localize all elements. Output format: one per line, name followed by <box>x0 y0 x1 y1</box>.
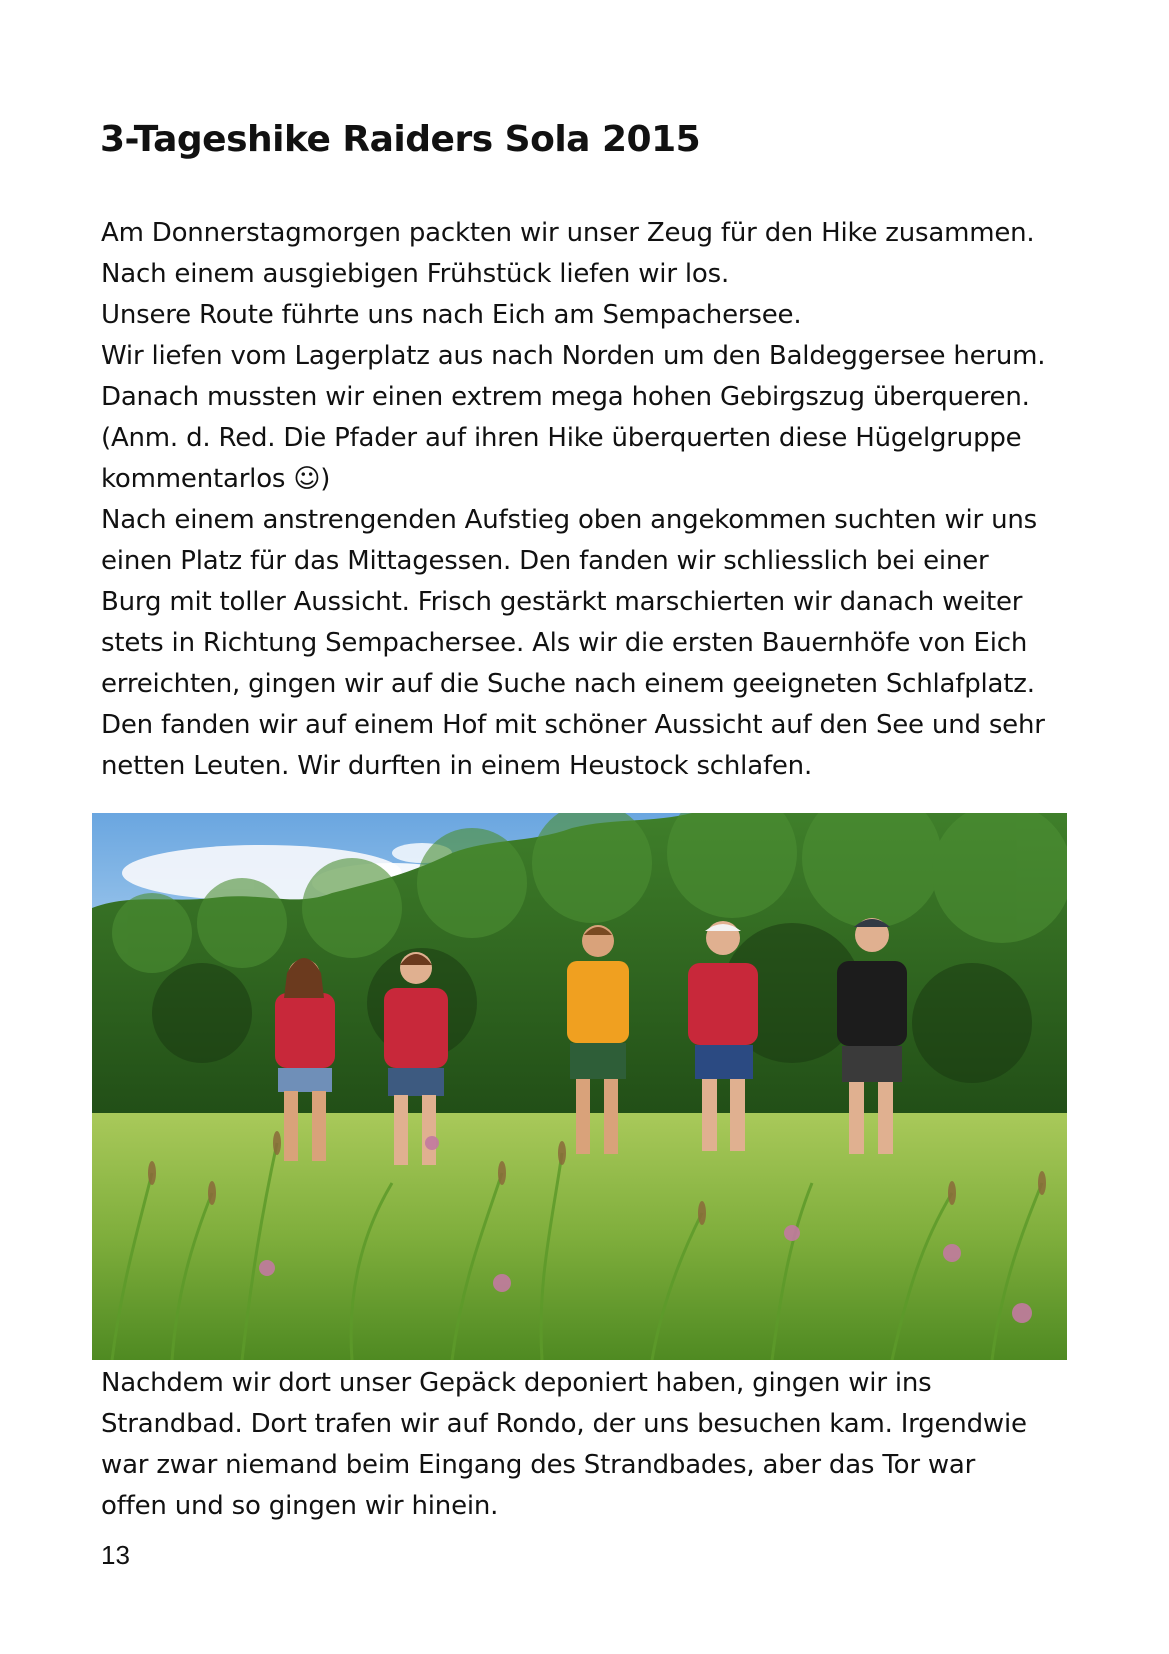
text-line: Den fanden wir auf einem Hof mit schöner Aussicht auf den See und sehr <box>101 710 1045 740</box>
page-title: 3-Tageshike Raiders Sola 2015 <box>100 119 701 160</box>
text-line: Wir liefen vom Lagerplatz aus nach Norden um den Baldeggersee herum. <box>101 341 1046 371</box>
text-line: Nachdem wir dort unser Gepäck deponiert haben, gingen wir ins <box>101 1368 932 1398</box>
text-line: kommentarlos ☺) <box>101 464 331 494</box>
text-line: Am Donnerstagmorgen packten wir unser Zeug für den Hike zusammen. <box>101 218 1035 248</box>
group-photo <box>92 813 1067 1360</box>
text-line: netten Leuten. Wir durften in einem Heustock schlafen. <box>101 751 813 781</box>
closing-paragraph <box>101 1363 1101 1527</box>
body-paragraph <box>101 213 1101 787</box>
text-line: Danach mussten wir einen extrem mega hohen Gebirgszug überqueren. <box>101 382 1030 412</box>
text-line: Strandbad. Dort trafen wir auf Rondo, der uns besuchen kam. Irgendwie <box>101 1409 1027 1439</box>
text-line: Burg mit toller Aussicht. Frisch gestärkt marschierten wir danach weiter <box>101 587 1023 617</box>
text-line: Unsere Route führte uns nach Eich am Sempachersee. <box>101 300 802 330</box>
text-line: Nach einem anstrengenden Aufstieg oben angekommen suchten wir uns <box>101 505 1037 535</box>
text-line: war zwar niemand beim Eingang des Strandbades, aber das Tor war <box>101 1450 976 1480</box>
page-number: 13 <box>101 1540 130 1570</box>
text-line: einen Platz für das Mittagessen. Den fanden wir schliesslich bei einer <box>101 546 989 576</box>
text-line: stets in Richtung Sempachersee. Als wir die ersten Bauernhöfe von Eich <box>101 628 1028 658</box>
text-line: offen und so gingen wir hinein. <box>101 1491 499 1521</box>
text-line: erreichten, gingen wir auf die Suche nach einem geeigneten Schlafplatz. <box>101 669 1035 699</box>
text-line: (Anm. d. Red. Die Pfader auf ihren Hike überquerten diese Hügelgruppe <box>101 423 1022 453</box>
text-line: Nach einem ausgiebigen Frühstück liefen wir los. <box>101 259 730 289</box>
